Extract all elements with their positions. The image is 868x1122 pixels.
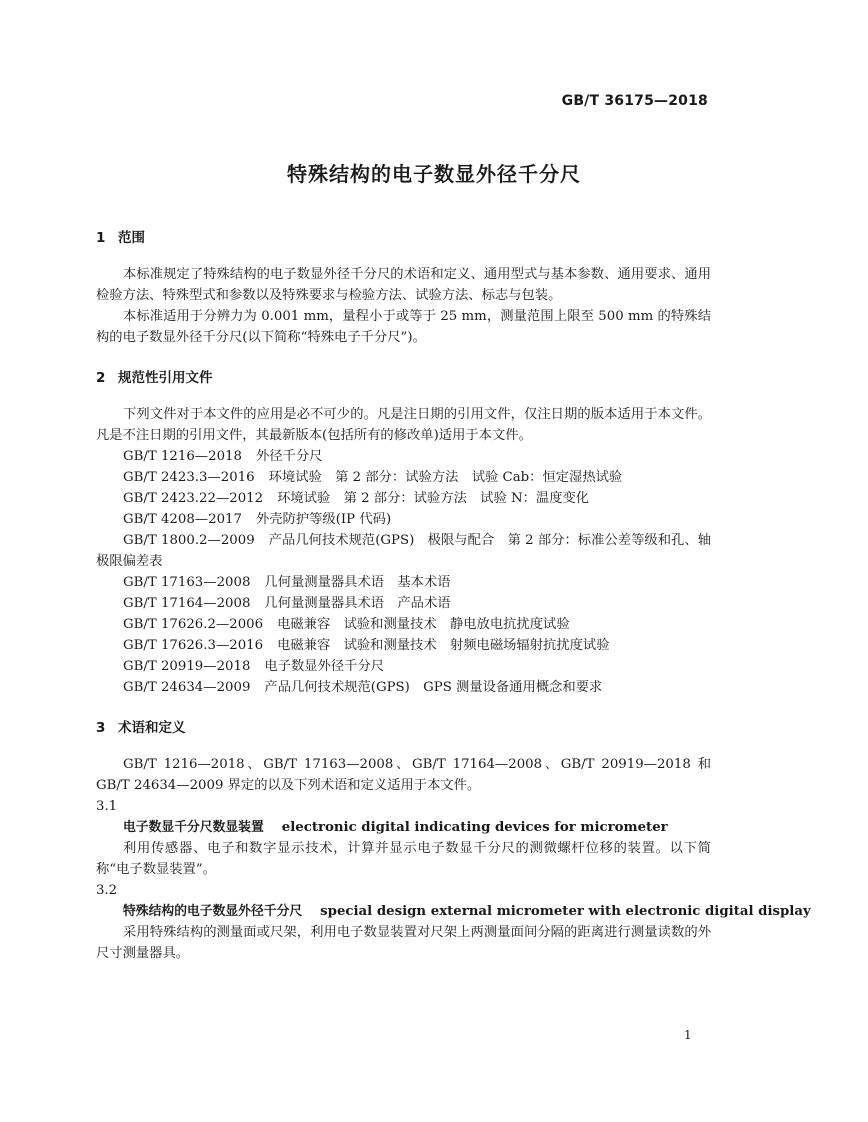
term-english: electronic digital indicating devices for micrometer: [281, 820, 668, 835]
document-title: 特殊结构的电子数显外径千分尺: [287, 162, 581, 186]
reference-item: [96, 593, 711, 614]
section-1-heading: [96, 228, 711, 249]
reference-item: [96, 635, 711, 656]
reference-code: GB/T 17626.2—2006: [123, 617, 264, 632]
paragraph: 本标准规定了特殊结构的电子数显外径千分尺的术语和定义、通用型式与基本参数、通用要求、通用检验方法、特殊型式和参数以及特殊要求与检验方法、试验方法、标志与包装。: [96, 267, 711, 303]
reference-item: [96, 614, 711, 635]
reference-title: 电子数显外径千分尺: [264, 659, 385, 674]
term-definition: 利用传感器、电子和数字显示技术，计算并显示电子数显千分尺的测微螺杆位移的装置。以下简称“电子数显装置”。: [96, 841, 711, 877]
reference-title: 环境试验 第 2 部分：试验方法 试验 Cab：恒定湿热试验: [268, 470, 623, 485]
reference-item: [96, 509, 711, 530]
reference-title: 环境试验 第 2 部分：试验方法 试验 N：温度变化: [277, 491, 590, 506]
term-definition: 采用特殊结构的测量面或尺架，利用电子数显装置对尺架上两测量面间分隔的距离进行测量读数的外尺寸测量器具。: [96, 925, 711, 961]
paragraph: 下列文件对于本文件的应用是必不可少的。凡是注日期的引用文件，仅注日期的版本适用于本文件。凡是不注日期的引用文件，其最新版本(包括所有的修改单)适用于本文件。: [96, 407, 711, 443]
reference-code: GB/T 17164—2008: [123, 596, 251, 611]
paragraph: GB/T 1216—2018、GB/T 17163—2008、GB/T 17164—2008、GB/T 20919—2018 和 GB/T 24634—2009 界定的以及下列术语和定义适用于本文件。: [96, 757, 711, 793]
reference-title: 外壳防护等级(IP 代码): [255, 512, 392, 527]
reference-title: 电磁兼容 试验和测量技术 静电放电抗扰度试验: [277, 617, 570, 632]
reference-code: GB/T 2423.3—2016: [123, 470, 255, 485]
reference-item: [96, 530, 711, 572]
reference-title: 几何量测量器具术语 产品术语: [264, 596, 451, 611]
term-entry: [96, 796, 711, 880]
reference-item: [96, 446, 711, 467]
paragraph: 本标准适用于分辨力为 0.001 mm，量程小于或等于 25 mm，测量范围上限至 500 mm 的特殊结构的电子数显外径千分尺(以下简称“特殊电子千分尺”)。: [96, 309, 711, 345]
page-number: 1: [684, 1028, 692, 1042]
reference-title: 外径千分尺: [255, 449, 323, 464]
term-number: 3.2: [96, 883, 118, 898]
reference-code: GB/T 17626.3—2016: [123, 638, 264, 653]
section-title: 范围: [118, 230, 145, 246]
section-3-heading: [96, 718, 711, 739]
term-entry: [96, 880, 811, 964]
section-number: 2: [96, 370, 106, 386]
reference-title: 几何量测量器具术语 基本术语: [264, 575, 451, 590]
section-title: 规范性引用文件: [118, 370, 213, 386]
section-title: 术语和定义: [118, 720, 186, 736]
section-number: 3: [96, 720, 106, 736]
reference-code: GB/T 1800.2—2009: [123, 533, 255, 548]
term-heading: [96, 901, 811, 922]
reference-code: GB/T 17163—2008: [123, 575, 251, 590]
reference-item: [96, 677, 711, 698]
reference-title: 产品几何技术规范(GPS) 极限与配合 第 2 部分：标准公差等级和孔、轴极限偏差表: [96, 533, 711, 569]
term-chinese: 特殊结构的电子数显外径千分尺: [123, 904, 303, 919]
term-number: 3.1: [96, 799, 118, 814]
reference-item: [96, 488, 711, 509]
section-2-heading: [96, 368, 711, 389]
document-body: [96, 228, 811, 964]
section-number: 1: [96, 230, 106, 246]
reference-code: GB/T 20919—2018: [123, 659, 251, 674]
term-heading: [96, 817, 711, 838]
reference-code: GB/T 2423.22—2012: [123, 491, 264, 506]
reference-list: [96, 446, 711, 698]
reference-item: [96, 572, 711, 593]
reference-item: [96, 467, 711, 488]
term-english: special design external micrometer with electronic digital display: [320, 904, 811, 919]
reference-item: [96, 656, 711, 677]
standard-number: GB/T 36175—2018: [561, 93, 708, 109]
reference-code: GB/T 1216—2018: [123, 449, 242, 464]
term-chinese: 电子数显千分尺数显装置: [123, 820, 264, 835]
reference-title: 电磁兼容 试验和测量技术 射频电磁场辐射抗扰度试验: [277, 638, 610, 653]
reference-code: GB/T 4208—2017: [123, 512, 242, 527]
reference-code: GB/T 24634—2009: [123, 680, 251, 695]
reference-title: 产品几何技术规范(GPS) GPS 测量设备通用概念和要求: [264, 680, 603, 695]
